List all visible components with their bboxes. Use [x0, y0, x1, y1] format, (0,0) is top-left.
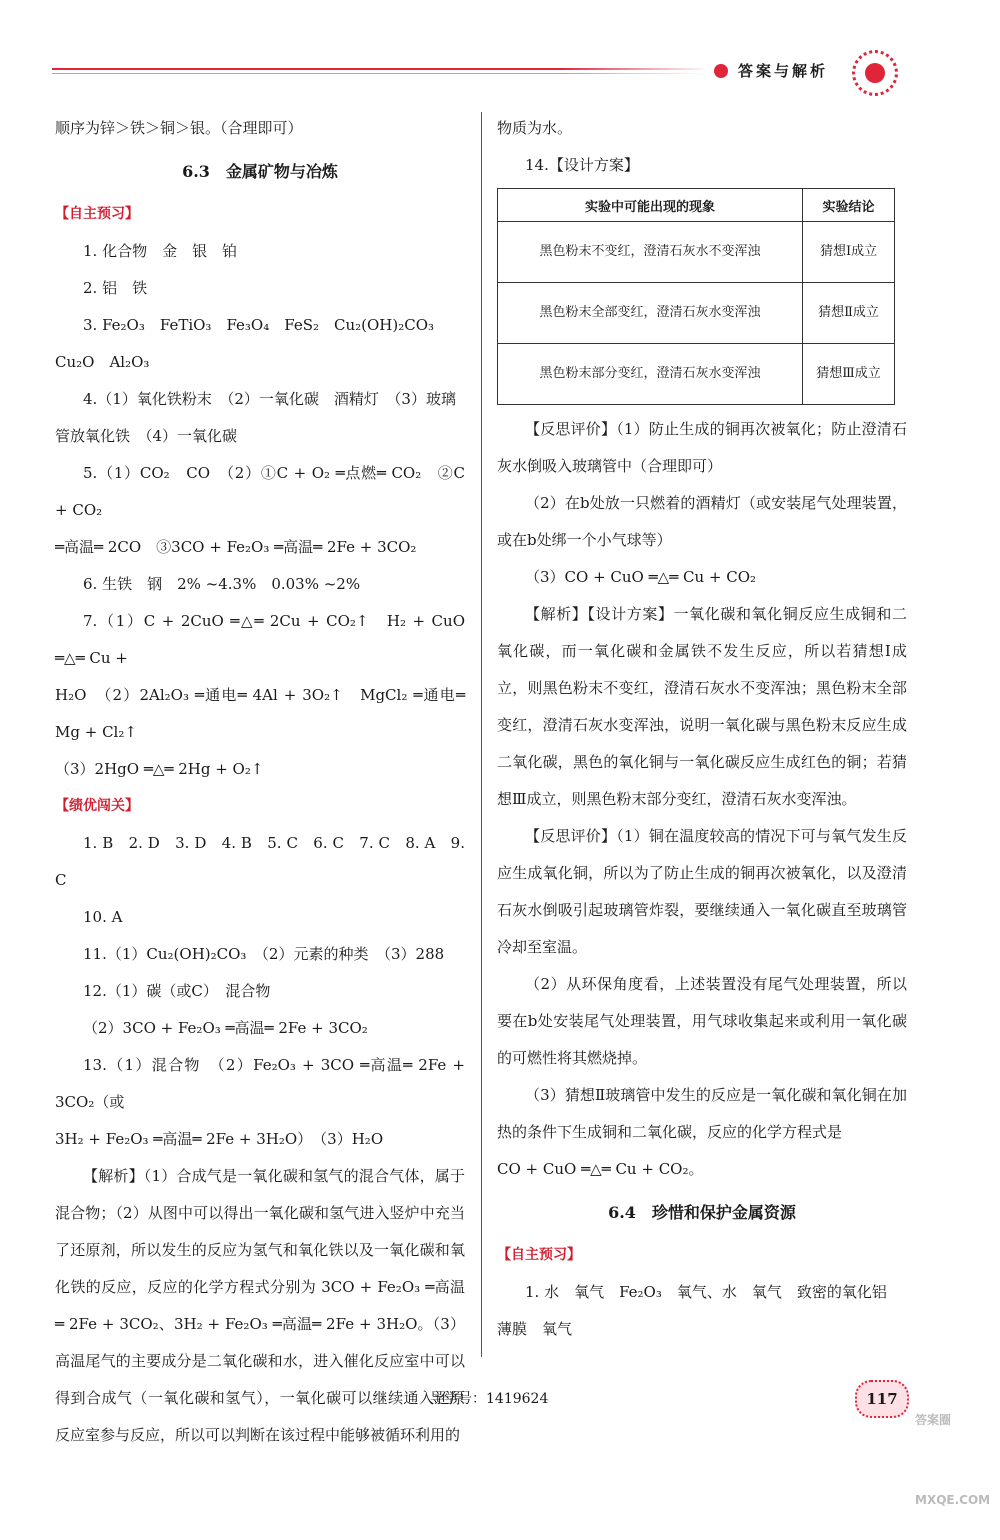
- table-cell: 猜想Ⅲ成立: [803, 344, 895, 405]
- paragraph: （3）猜想Ⅱ玻璃管中发生的反应是一氧化碳和氧化铜在加热的条件下生成铜和二氧化碳，反应的化学方程式是: [497, 1086, 907, 1141]
- answer-line: 管放氧化铁 （4）一氧化碳: [55, 427, 238, 445]
- answer-line: 4.（1）氧化铁粉末 （2）一氧化碳 酒精灯 （3）玻璃: [83, 390, 456, 408]
- table-cell: 猜想Ⅰ成立: [803, 222, 895, 283]
- answer-line: 6. 生铁 钢 2% ~4.3% 0.03% ~2%: [83, 575, 361, 593]
- table-cell: 黑色粉末全部变红，澄清石灰水变浑浊: [498, 283, 803, 344]
- paragraph: （2）在b处放一只燃着的酒精灯（或安装尾气处理装置，或在b处绑一个小气球等）: [497, 494, 907, 549]
- answer-line: 7.（1）C + 2CuO ═△═ 2Cu + CO₂↑ H₂ + CuO ═△═ Cu +: [55, 612, 465, 667]
- paragraph: 【反思评价】（1）铜在温度较高的情况下可与氧气发生反应生成氧化铜，所以为了防止生成的铜再次被氧化，以及澄清石灰水倒吸引起玻璃管炸裂，要继续通入一氧化碳直至玻璃管冷却至室温。: [497, 827, 907, 956]
- section-title-6-3: 6.3 金属矿物与冶炼: [182, 162, 338, 181]
- answer-line: （3）2HgO ═△═ 2Hg + O₂↑: [55, 760, 264, 778]
- design-table: [497, 188, 895, 405]
- section-title-6-4: 6.4 珍惜和保护金属资源: [608, 1203, 796, 1222]
- answer-line: 2. 铝 铁: [83, 279, 148, 297]
- answer-line: 1. 水 氧气 Fe₂O₃ 氧气、水 氧气 致密的氧化铝: [525, 1283, 887, 1301]
- answer-line: 12.（1）碳（或C） 混合物: [83, 982, 271, 1000]
- answer-line: 11.（1）Cu₂(OH)₂CO₃ （2）元素的种类 （3）288: [83, 945, 445, 963]
- answer-line: 13.（1）混合物 （2）Fe₂O₃ + 3CO ═高温═ 2Fe + 3CO₂（或: [55, 1056, 465, 1111]
- answer-line: Cu₂O Al₂O₃: [55, 353, 150, 371]
- answer-line: （2）3CO + Fe₂O₃ ═高温═ 2Fe + 3CO₂: [83, 1019, 368, 1037]
- answer-line: 10. A: [83, 908, 123, 926]
- answer-line: 5.（1）CO₂ CO （2）①C + O₂ ═点燃═ CO₂ ②C + CO₂: [55, 464, 465, 519]
- table-row: [498, 344, 895, 405]
- answer-line: ═高温═ 2CO ③3CO + Fe₂O₃ ═高温═ 2Fe + 3CO₂: [55, 538, 417, 556]
- right-column: [497, 110, 907, 1348]
- table-cell: 黑色粉末不变红，澄清石灰水不变浑浊: [498, 222, 803, 283]
- tag-preview-2: 【自主预习】: [497, 1247, 581, 1263]
- paragraph: 【反思评价】（1）防止生成的铜再次被氧化；防止澄清石灰水倒吸入玻璃管中（合理即可）: [497, 420, 907, 475]
- answer-line: 1. 化合物 金 银 铂: [83, 242, 238, 260]
- intro-text: 顺序为锌＞铁＞铜＞银。（合理即可）: [55, 119, 303, 137]
- table-header: 实验中可能出现的现象: [498, 189, 803, 222]
- header-dot-icon: [714, 64, 728, 78]
- answer-line: 1. B 2. D 3. D 4. B 5. C 6. C 7. C 8. A 9. C: [55, 834, 465, 889]
- tag-preview: 【自主预习】: [55, 206, 139, 222]
- footer-code: 导学号：1419624: [430, 1391, 549, 1407]
- watermark: 答案圈 MXQE.COM: [915, 1413, 991, 1507]
- table-cell: 猜想Ⅱ成立: [803, 283, 895, 344]
- paragraph: （2）从环保角度看，上述装置没有尾气处理装置，所以要在b处安装尾气处理装置，用气球收集起来或利用一氧化碳的可燃性将其燃烧掉。: [497, 975, 907, 1067]
- header-title: 答案与解析: [738, 62, 829, 80]
- paragraph: （3）CO + CuO ═△═ Cu + CO₂: [525, 568, 757, 586]
- tag-challenge: 【绩优闯关】: [55, 798, 139, 814]
- paragraph: 【解析】【设计方案】一氧化碳和氧化铜反应生成铜和二氧化碳，而一氧化碳和金属铁不发生反应，所以若猜想Ⅰ成立，则黑色粉末不变红，澄清石灰水不变浑浊；黑色粉末全部变红，澄清石灰水变浑浊，说明一氧化碳与黑色粉末反应生成二氧化碳，黑色的氧化铜与一氧化碳反应生成红色的铜；若猜想Ⅲ成立，则黑色粉末部分变红，澄清石灰水变浑浊。: [497, 605, 907, 808]
- answer-line: 3H₂ + Fe₂O₃ ═高温═ 2Fe + 3H₂O） （3）H₂O: [55, 1130, 384, 1148]
- column-divider: [481, 112, 482, 1357]
- answer-line: 薄膜 氧气: [497, 1320, 573, 1338]
- table-header: 实验结论: [803, 189, 895, 222]
- header-logo-icon: [852, 50, 898, 96]
- page-number: 117: [855, 1380, 909, 1418]
- answer-line: 3. Fe₂O₃ FeTiO₃ Fe₃O₄ FeS₂ Cu₂(OH)₂CO₃: [83, 316, 435, 334]
- analysis-paragraph: 【解析】（1）合成气是一氧化碳和氢气的混合气体，属于混合物；（2）从图中可以得出一氧化碳和氢气进入竖炉中充当了还原剂，所以发生的反应为氢气和氧化铁以及一氧化碳和氧化铁的反应，反应的化学方程式分别为 3CO + Fe₂O₃ ═高温═ 2Fe + 3CO₂、3H₂ + Fe₂O₃ ═高温═ 2Fe + 3H₂O。（3）高温尾气的主要成分是二氧化碳和水，进入催化反应室中可以得到合成气（一氧化碳和氢气），一氧化碳可以继续通入还原反应室参与反应，所以可以判断在该过程中能够被循环利用的: [55, 1167, 465, 1444]
- paragraph: CO + CuO ═△═ Cu + CO₂。: [497, 1160, 704, 1178]
- question-14-label: 14.【设计方案】: [525, 156, 639, 174]
- table-row: [498, 283, 895, 344]
- continued-text: 物质为水。: [497, 119, 573, 137]
- table-cell: 黑色粉末部分变红，澄清石灰水变浑浊: [498, 344, 803, 405]
- left-column: [55, 110, 465, 1454]
- table-row: [498, 222, 895, 283]
- answer-line: H₂O （2）2Al₂O₃ ═通电═ 4Al + 3O₂↑ MgCl₂ ═通电═ Mg + Cl₂↑: [55, 686, 465, 741]
